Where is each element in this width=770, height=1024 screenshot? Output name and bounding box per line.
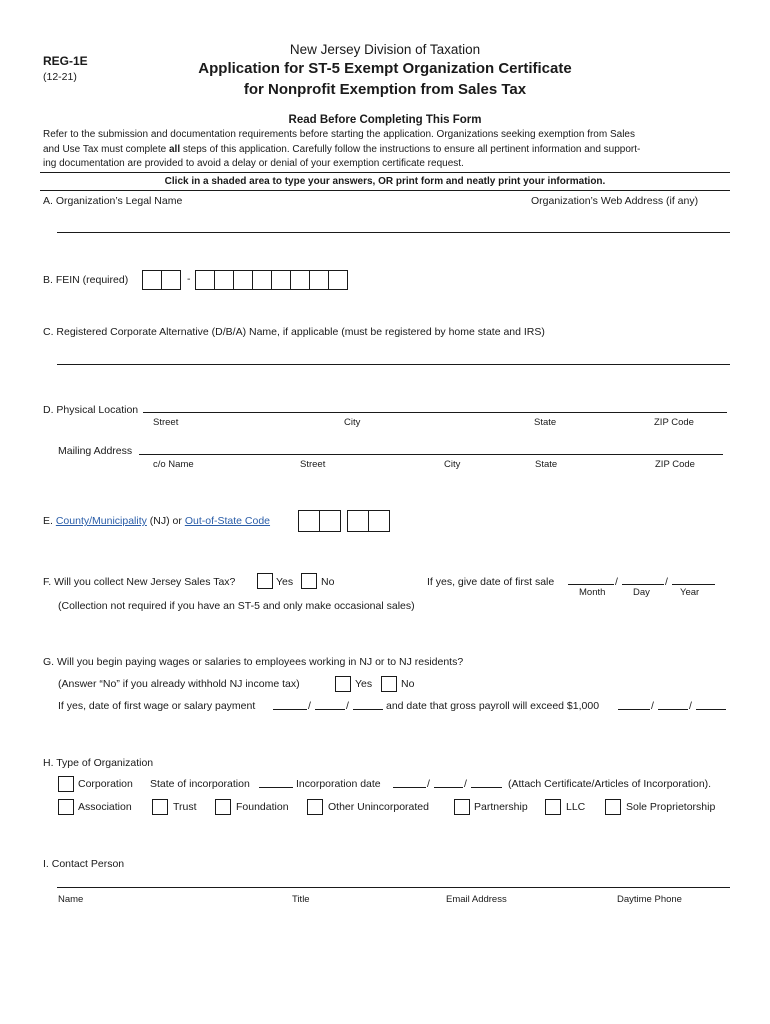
date-slash: / xyxy=(464,778,467,790)
wages-yes-checkbox[interactable] xyxy=(335,676,351,692)
org-type-label: H. Type of Organization xyxy=(43,757,154,769)
day-caption: Day xyxy=(633,587,650,598)
first-sale-date-label: If yes, give date of first sale xyxy=(427,576,555,588)
mailing-city-caption: City xyxy=(444,459,461,470)
corporation-checkbox[interactable] xyxy=(58,776,74,792)
fein-digit-box[interactable] xyxy=(214,270,234,290)
payroll-date-label: and date that gross payroll will exceed $1,000 xyxy=(386,700,600,712)
fein-digit-box[interactable] xyxy=(233,270,253,290)
foundation-label: Foundation xyxy=(236,801,289,813)
read-before-heading: Read Before Completing This Form xyxy=(288,114,482,126)
association-checkbox[interactable] xyxy=(58,799,74,815)
contact-title-caption: Title xyxy=(292,894,310,905)
fein-digit-box[interactable] xyxy=(290,270,310,290)
contact-phone-caption: Daytime Phone xyxy=(617,894,682,905)
legal-name-field[interactable] xyxy=(57,232,730,233)
foundation-checkbox[interactable] xyxy=(215,799,231,815)
fein-digit-box[interactable] xyxy=(328,270,348,290)
fein-prefix-boxes[interactable] xyxy=(142,270,180,290)
attach-certificate-note: (Attach Certificate/Articles of Incorporation). xyxy=(508,778,712,790)
first-sale-year-field[interactable] xyxy=(672,584,715,585)
trust-checkbox[interactable] xyxy=(152,799,168,815)
partnership-label: Partnership xyxy=(474,801,528,813)
municipality-code-boxes[interactable] xyxy=(347,510,389,532)
municipality-digit-box[interactable] xyxy=(347,510,369,532)
dba-name-label: C. Registered Corporate Alternative (D/B/A) Name, if applicable (must be registered by home state and IRS) xyxy=(43,326,545,338)
sole-proprietorship-label: Sole Proprietorship xyxy=(626,801,716,813)
instruction-bar: Click in a shaded area to type your answers, OR print form and neatly print your information. xyxy=(164,176,606,187)
llc-label: LLC xyxy=(566,801,586,813)
legal-name-label: A. Organization’s Legal Name xyxy=(43,195,183,207)
payroll-day-field[interactable] xyxy=(658,709,688,710)
contact-email-caption: Email Address xyxy=(446,894,507,905)
corporation-label: Corporation xyxy=(78,778,133,790)
street-caption: Street xyxy=(153,417,179,428)
sole-proprietorship-checkbox[interactable] xyxy=(605,799,621,815)
fein-digit-box[interactable] xyxy=(271,270,291,290)
first-wage-year-field[interactable] xyxy=(353,709,383,710)
sales-tax-question: F. Will you collect New Jersey Sales Tax? xyxy=(43,576,236,588)
wages-no-label: No xyxy=(401,678,415,690)
municipality-digit-box[interactable] xyxy=(368,510,390,532)
mailing-zip-caption: ZIP Code xyxy=(655,459,695,470)
association-label: Association xyxy=(78,801,132,813)
date-slash: / xyxy=(346,700,349,712)
payroll-year-field[interactable] xyxy=(696,709,726,710)
contact-name-caption: Name xyxy=(58,894,84,905)
wages-note: (Answer “No” if you already withhold NJ income tax) xyxy=(58,678,300,690)
fein-dash: - xyxy=(187,273,191,285)
wages-no-checkbox[interactable] xyxy=(381,676,397,692)
date-slash: / xyxy=(427,778,430,790)
form-title-line1: Application for ST-5 Exempt Organization Certificate xyxy=(198,60,572,77)
dba-name-field[interactable] xyxy=(57,364,730,365)
date-slash: / xyxy=(615,576,618,588)
other-unincorporated-label: Other Unincorporated xyxy=(328,801,429,813)
partnership-checkbox[interactable] xyxy=(454,799,470,815)
mailing-address-field[interactable] xyxy=(139,454,723,455)
state-caption: State xyxy=(534,417,557,428)
fein-suffix-boxes[interactable] xyxy=(195,270,347,290)
co-name-caption: c/o Name xyxy=(153,459,194,470)
first-wage-month-field[interactable] xyxy=(273,709,307,710)
sales-tax-no-checkbox[interactable] xyxy=(301,573,317,589)
form-title-line2: for Nonprofit Exemption from Sales Tax xyxy=(243,81,527,98)
contact-person-label: I. Contact Person xyxy=(43,858,125,870)
sales-tax-note: (Collection not required if you have an ST-5 and only make occasional sales) xyxy=(58,600,415,612)
physical-location-field[interactable] xyxy=(143,412,727,413)
state-incorporation-field[interactable] xyxy=(259,787,293,788)
agency-name: New Jersey Division of Taxation xyxy=(289,42,481,57)
date-slash: / xyxy=(651,700,654,712)
divider xyxy=(40,172,730,173)
first-sale-day-field[interactable] xyxy=(622,584,664,585)
state-incorporation-label: State of incorporation xyxy=(150,778,250,790)
mailing-street-caption: Street xyxy=(300,459,326,470)
sales-tax-yes-checkbox[interactable] xyxy=(257,573,273,589)
inc-year-field[interactable] xyxy=(471,787,502,788)
city-caption: City xyxy=(344,417,361,428)
fein-digit-box[interactable] xyxy=(142,270,162,290)
fein-label: B. FEIN (required) xyxy=(43,274,129,286)
web-address-label: Organization’s Web Address (if any) xyxy=(531,195,699,207)
date-slash: / xyxy=(665,576,668,588)
first-sale-month-field[interactable] xyxy=(568,584,614,585)
fein-digit-box[interactable] xyxy=(195,270,215,290)
sales-tax-yes-label: Yes xyxy=(276,576,294,588)
divider xyxy=(40,190,730,191)
intro-line-3: ing documentation are provided to avoid a delay or denial of your exemption certificate request. xyxy=(43,158,464,169)
county-digit-box[interactable] xyxy=(298,510,320,532)
county-digit-box[interactable] xyxy=(319,510,341,532)
inc-month-field[interactable] xyxy=(393,787,426,788)
month-caption: Month xyxy=(579,587,606,598)
fein-digit-box[interactable] xyxy=(161,270,181,290)
trust-label: Trust xyxy=(173,801,197,813)
county-code-label: E. County/Municipality (NJ) or Out-of-State Code xyxy=(43,515,271,527)
zip-caption: ZIP Code xyxy=(654,417,694,428)
inc-day-field[interactable] xyxy=(434,787,463,788)
form-revision: (12-21) xyxy=(43,71,77,83)
mailing-address-label: Mailing Address xyxy=(58,445,133,457)
year-caption: Year xyxy=(680,587,700,598)
incorporation-date-label: Incorporation date xyxy=(296,778,381,790)
other-unincorporated-checkbox[interactable] xyxy=(307,799,323,815)
first-wage-day-field[interactable] xyxy=(315,709,345,710)
fein-digit-box[interactable] xyxy=(309,270,329,290)
county-code-boxes[interactable] xyxy=(298,510,340,532)
date-slash: / xyxy=(308,700,311,712)
wages-yes-label: Yes xyxy=(355,678,373,690)
first-wage-date-label: If yes, date of first wage or salary payment xyxy=(58,700,256,712)
payroll-month-field[interactable] xyxy=(618,709,650,710)
intro-line-1: Refer to the submission and documentation requirements before starting the application. Organizations seeking exemption from Sales xyxy=(43,129,635,140)
wages-question: G. Will you begin paying wages or salaries to employees working in NJ or to NJ residents? xyxy=(43,656,464,668)
out-of-state-code-link[interactable]: Out-of-State Code xyxy=(184,515,271,527)
llc-checkbox[interactable] xyxy=(545,799,561,815)
form-id: REG-1E xyxy=(43,54,88,68)
sales-tax-no-label: No xyxy=(321,576,335,588)
contact-person-field[interactable] xyxy=(57,887,730,888)
mailing-state-caption: State xyxy=(535,459,558,470)
intro-line-2: and Use Tax must complete all steps of this application. Carefully follow the instructions to ensure all pertinent information and support- xyxy=(43,144,641,155)
fein-digit-box[interactable] xyxy=(252,270,272,290)
date-slash: / xyxy=(689,700,692,712)
physical-location-label: D. Physical Location xyxy=(43,404,139,416)
county-municipality-link[interactable]: County/Municipality xyxy=(55,515,147,527)
